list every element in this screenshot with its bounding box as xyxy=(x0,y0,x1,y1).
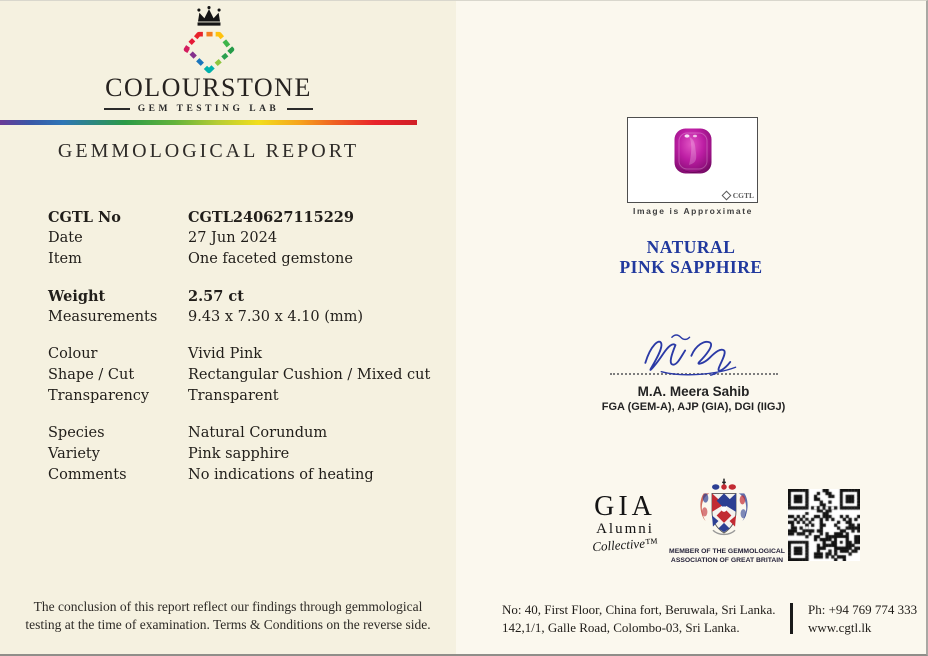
field-row-species xyxy=(48,423,430,444)
gia-alumni-text: Alumni xyxy=(596,521,654,537)
field-label: Variety xyxy=(48,446,100,462)
disclaimer-line1: The conclusion of this report reflect our findings through gemmological xyxy=(33,599,423,614)
disclaimer-text xyxy=(0,598,456,633)
signatory-credentials: FGA (GEM-A), AJP (GIA), DGI (IIGJ) xyxy=(601,401,786,413)
report-fields xyxy=(48,207,430,502)
cgtl-diamond-icon xyxy=(721,191,731,201)
lab-contact xyxy=(808,601,917,636)
gemmologist-signature xyxy=(632,331,756,377)
gem-a-crest-icon xyxy=(695,475,753,545)
field-label: Measurements xyxy=(48,309,158,325)
field-value: Rectangular Cushion / Mixed cut xyxy=(188,367,431,383)
photo-watermark xyxy=(723,191,754,200)
photo-watermark-label: CGTL xyxy=(732,191,754,200)
gem-identity-title xyxy=(546,238,836,277)
footer-divider xyxy=(790,603,793,634)
field-group-appearance xyxy=(48,344,430,407)
image-approximate-caption: Image is Approximate xyxy=(632,206,754,216)
gem-photo-frame xyxy=(627,117,758,203)
field-value: Natural Corundum xyxy=(188,425,328,441)
crown-icon xyxy=(193,5,225,27)
field-row-cgtl-no xyxy=(48,207,430,228)
field-row-colour xyxy=(48,344,430,365)
field-label: Shape / Cut xyxy=(48,367,135,383)
field-label: Transparency xyxy=(48,388,150,404)
field-row-date xyxy=(48,228,430,249)
field-label: Item xyxy=(48,251,82,267)
signatory-name: M.A. Meera Sahib xyxy=(637,384,750,399)
field-value: CGTL240627115229 xyxy=(188,209,354,226)
gia-alumni-logo xyxy=(580,493,670,553)
field-value: Transparent xyxy=(188,388,279,404)
field-row-shape-cut xyxy=(48,365,430,386)
gia-collective-text: Collective™ xyxy=(591,534,659,555)
field-label: Comments xyxy=(48,467,127,483)
field-row-transparency xyxy=(48,386,430,407)
address-line2: 142,1/1, Galle Road, Colombo-03, Sri Lanka. xyxy=(502,619,740,635)
field-value: 27 Jun 2024 xyxy=(188,230,278,246)
gem-a-caption-line2: ASSOCIATION OF GREAT BRITAIN xyxy=(670,556,784,564)
colourstone-diamond-logo-icon xyxy=(167,27,251,74)
field-value: Vivid Pink xyxy=(188,346,263,362)
field-row-measurements xyxy=(48,307,430,328)
field-label: Colour xyxy=(48,346,98,362)
phone-number: Ph: +94 769 774 333 xyxy=(808,602,918,617)
tagline-dash-right xyxy=(287,108,313,110)
lab-address xyxy=(502,601,776,636)
report-right-panel xyxy=(456,1,928,656)
lab-tagline: GEM TESTING LAB xyxy=(0,104,417,114)
field-group-weight xyxy=(48,286,430,328)
gem-identity-line2: PINK SAPPHIRE xyxy=(619,256,763,277)
field-group-species xyxy=(48,423,430,486)
address-line1: No: 40, First Floor, China fort, Beruwala, Sri Lanka. xyxy=(502,602,776,617)
field-value: No indications of heating xyxy=(188,467,374,483)
website-url: www.cgtl.lk xyxy=(808,619,872,635)
gia-logo-text: GIA xyxy=(594,491,656,522)
field-row-variety xyxy=(48,444,430,465)
field-row-weight xyxy=(48,286,430,307)
field-value: 2.57 ct xyxy=(188,288,244,305)
gem-identity-line1: NATURAL xyxy=(646,237,736,257)
field-label: Date xyxy=(48,230,83,246)
field-row-item xyxy=(48,249,430,270)
report-title: GEMMOLOGICAL REPORT xyxy=(57,140,360,162)
field-value: Pink sapphire xyxy=(188,446,290,462)
qr-code xyxy=(788,489,860,561)
field-value: One faceted gemstone xyxy=(188,251,353,267)
field-group-identification xyxy=(48,207,430,270)
tagline-dash-left xyxy=(104,108,130,110)
lab-name: COLOURSTONE xyxy=(105,73,312,102)
pink-sapphire-gem-image xyxy=(673,127,713,175)
field-label: Weight xyxy=(48,288,106,305)
field-row-comments xyxy=(48,465,430,486)
field-label: CGTL No xyxy=(48,209,121,226)
disclaimer-line2: testing at the time of examination. Terms & Conditions on the reverse side. xyxy=(25,616,431,632)
lab-header xyxy=(0,1,417,163)
gem-a-caption-line1: MEMBER OF THE GEMMOLOGICAL xyxy=(669,548,785,555)
signature-block xyxy=(601,331,786,413)
rainbow-divider xyxy=(0,120,417,125)
gem-a-caption xyxy=(649,548,805,565)
field-value: 9.43 x 7.30 x 4.10 (mm) xyxy=(188,309,364,325)
field-label: Species xyxy=(48,425,105,441)
report-left-panel xyxy=(0,1,456,656)
